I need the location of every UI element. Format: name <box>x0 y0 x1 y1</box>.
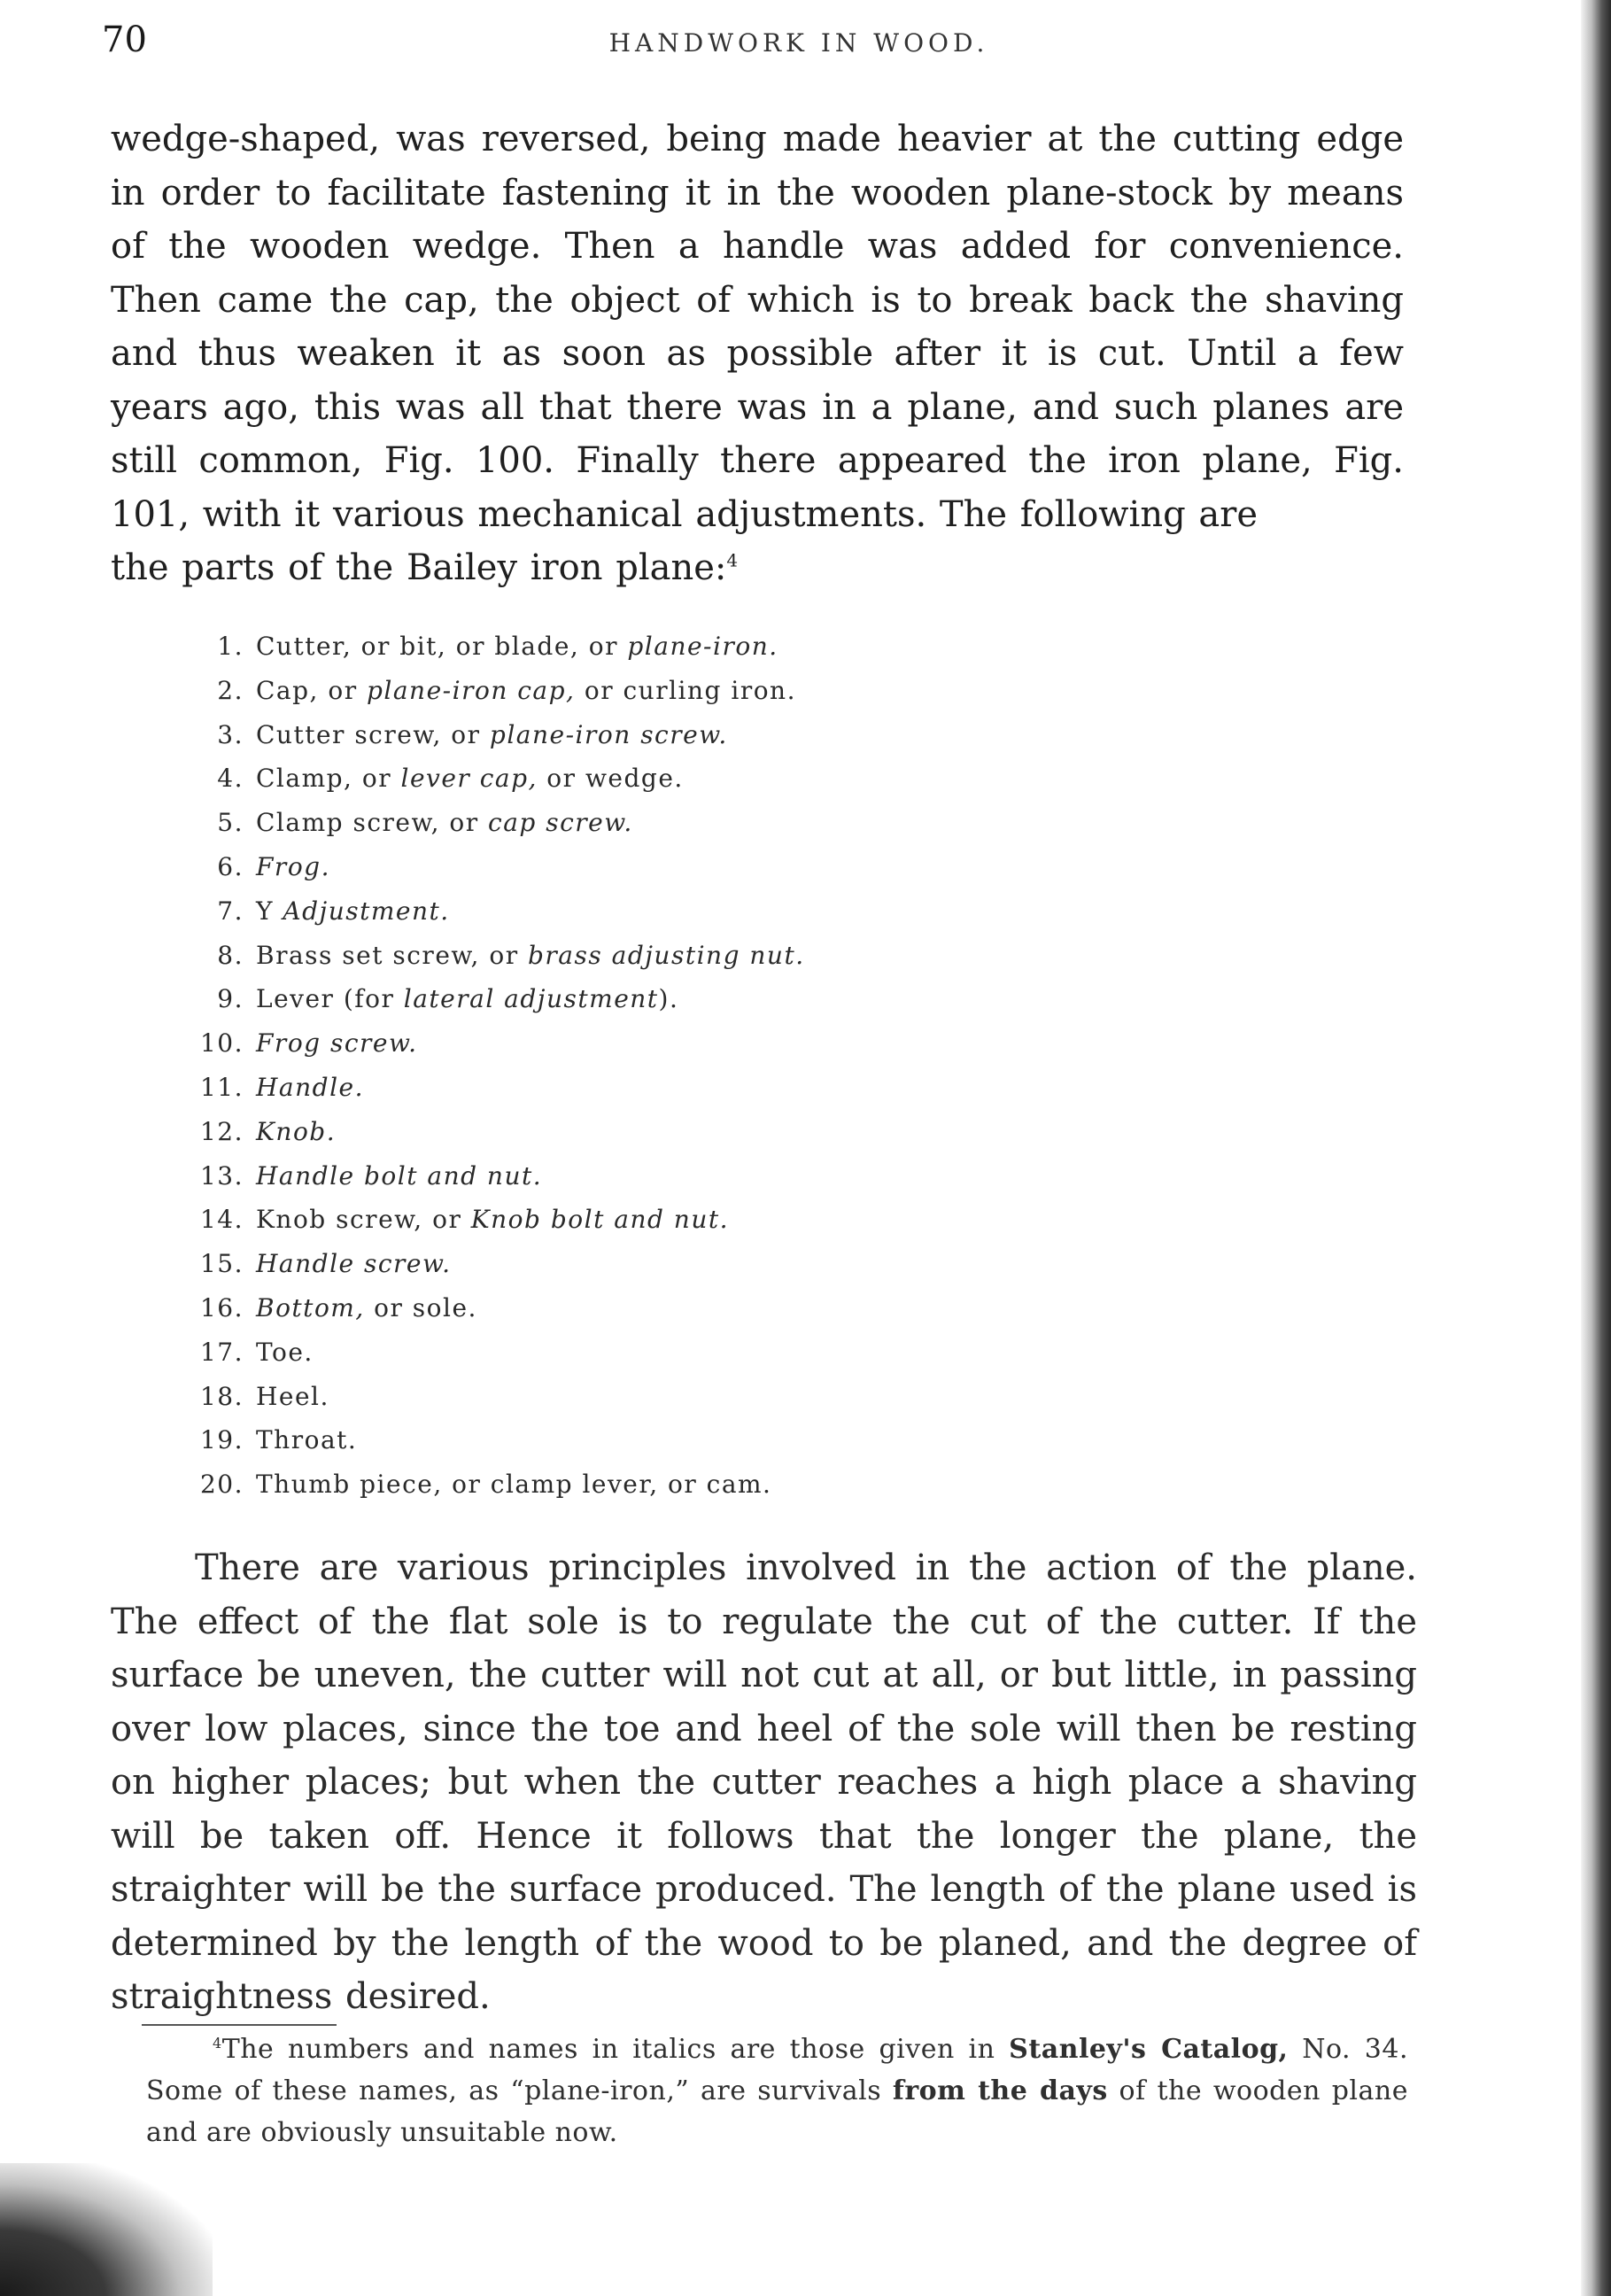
footnote-reference[interactable]: 4 <box>726 549 739 571</box>
footnote-catalog-ref: Stanley's Catalog, <box>1009 2034 1289 2065</box>
parts-list-italic-text: Knob. <box>256 1116 337 1146</box>
parts-list-number: 20. <box>199 1470 244 1500</box>
parts-list-item <box>177 1375 805 1419</box>
parts-list-text: Toe. <box>256 1337 314 1367</box>
parts-list-item <box>177 1286 805 1330</box>
parts-list-item <box>177 801 805 845</box>
parts-list-number: 6. <box>217 851 244 881</box>
footnote-text-middle: No. 34. Some of these names, as “plane-iron,” are survivals <box>146 2034 1408 2106</box>
parts-list-number: 2. <box>217 675 244 705</box>
parts-list-text: Lever (for <box>256 984 404 1014</box>
parts-list-italic-text: Handle bolt and nut. <box>256 1160 543 1191</box>
parts-list-text: or curling iron. <box>575 675 796 705</box>
parts-list-text: Clamp, or <box>256 764 401 794</box>
paragraph-principles: There are various principles involved in the action of the plane. The effect of the flat sole is to regulate the cut of the cutter. If the surface be uneven, the cutter will not cut at all, or but little, in passing over low places, since the toe and heel of the sole will then be resting on higher places; but when the cutter reaches a high place a shaving will be taken off. Hence it follows that the longer the plane, the straighter will be the surface produced. The length of the plane used is determined by the length of the wood to be planed, and the degree of straightness desired. <box>111 1547 1417 2017</box>
parts-list-item <box>177 977 805 1021</box>
parts-list-italic-text: Knob bolt and nut. <box>470 1205 730 1235</box>
parts-list-italic-text: lever cap, <box>400 764 538 794</box>
parts-list-number: 13. <box>199 1160 244 1191</box>
parts-list-text: ). <box>658 984 679 1014</box>
parts-list-number: 5. <box>217 808 244 838</box>
footnote-text-after: of the wooden plane and are obviously unsuitable now. <box>146 2075 1408 2148</box>
parts-list-number: 3. <box>217 719 244 749</box>
parts-list-italic-text: brass adjusting nut. <box>527 940 805 970</box>
parts-list-italic-text: Adjustment. <box>283 896 450 926</box>
parts-list-text: Throat. <box>256 1425 358 1455</box>
plane-parts-list <box>177 624 805 1507</box>
parts-list-text: or sole. <box>364 1292 477 1323</box>
parts-list-italic-text: plane-iron. <box>627 632 778 661</box>
footnote-divider <box>142 2024 337 2026</box>
parts-list-text: Clamp screw, or <box>256 808 489 838</box>
footnote <box>146 2028 1408 2153</box>
parts-list-item <box>177 1462 805 1507</box>
parts-list-italic-text: Frog screw. <box>256 1028 418 1059</box>
parts-list-number: 1. <box>217 632 244 661</box>
footnote-text-before: The numbers and names in italics are those given in <box>221 2034 1010 2065</box>
parts-list-text: Heel. <box>256 1381 329 1411</box>
parts-list-item <box>177 713 805 757</box>
parts-list-number: 15. <box>199 1249 244 1279</box>
running-title: HANDWORK IN WOOD. <box>608 28 989 58</box>
parts-list-number: 4. <box>217 764 244 794</box>
parts-list-number: 19. <box>199 1425 244 1455</box>
parts-list-item <box>177 1418 805 1462</box>
parts-list-number: 8. <box>217 940 244 970</box>
parts-list-item <box>177 624 805 669</box>
parts-list-item <box>177 1154 805 1198</box>
parts-list-item <box>177 889 805 934</box>
parts-list-italic-text: lateral adjustment <box>403 984 659 1014</box>
parts-list-item <box>177 1242 805 1286</box>
parts-list-number: 11. <box>199 1072 244 1102</box>
footnote-emphasis: from the days <box>892 2075 1108 2106</box>
parts-list-text: Thumb piece, or clamp lever, or cam. <box>256 1470 772 1500</box>
parts-list-item <box>177 934 805 978</box>
parts-list-italic-text: plane-iron cap, <box>366 675 576 705</box>
parts-list-italic-text: plane-iron screw. <box>489 719 728 749</box>
parts-list-italic-text: Frog. <box>256 851 330 881</box>
parts-list-item <box>177 1110 805 1154</box>
page-edge-shadow <box>1581 0 1611 2296</box>
parts-list-number: 9. <box>217 984 244 1014</box>
parts-list-text: or wedge. <box>537 764 684 794</box>
parts-list-number: 14. <box>199 1205 244 1235</box>
paragraph-intro-text: wedge-shaped, was reversed, being made heavier at the cutting edge in order to facilitate fastening it in the wooden plane-stock by means of the wooden wedge. Then a handle was added for convenience. Then came the cap, the object of which is to break back the shaving and thus weaken it as soon as possible after it is cut. Until a few years ago, this was all that there was in a plane, and such planes are still common, Fig. 100. Finally there appeared the iron plane, Fig. 101, with it various mechanical adjustments. The following are <box>111 119 1404 535</box>
parts-list-text: Cutter, or bit, or blade, or <box>256 632 628 661</box>
parts-list-number: 16. <box>199 1292 244 1323</box>
corner-shadow <box>0 2163 213 2296</box>
parts-list-italic-text: cap screw. <box>488 808 633 838</box>
parts-list-item <box>177 1021 805 1066</box>
parts-list-item <box>177 1198 805 1242</box>
parts-list-item <box>177 669 805 713</box>
parts-list-item <box>177 1066 805 1110</box>
parts-list-number: 7. <box>217 896 244 926</box>
parts-list-italic-text: Handle screw. <box>256 1249 452 1279</box>
parts-list-number: 10. <box>199 1028 244 1059</box>
parts-list-item <box>177 756 805 801</box>
paragraph-intro-tail-text: the parts of the Bailey iron plane: <box>111 547 727 588</box>
parts-list-number: 17. <box>199 1337 244 1367</box>
parts-list-text: Y <box>256 896 283 926</box>
page-header <box>102 19 1390 81</box>
parts-list-text: Knob screw, or <box>256 1205 471 1235</box>
parts-list-number: 18. <box>199 1381 244 1411</box>
parts-list-italic-text: Handle. <box>256 1072 364 1102</box>
parts-list-number: 12. <box>199 1116 244 1146</box>
footnote-marker: 4 <box>213 2035 222 2052</box>
parts-list-text: Brass set screw, or <box>256 940 528 970</box>
page-number: 70 <box>102 19 147 60</box>
parts-list-text: Cap, or <box>256 675 367 705</box>
parts-list-item <box>177 845 805 889</box>
parts-list-italic-text: Bottom, <box>256 1292 365 1323</box>
parts-list-text: Cutter screw, or <box>256 719 490 749</box>
parts-list-item <box>177 1330 805 1375</box>
paragraph-intro-tail <box>111 547 738 588</box>
paragraph-intro <box>111 112 1404 595</box>
